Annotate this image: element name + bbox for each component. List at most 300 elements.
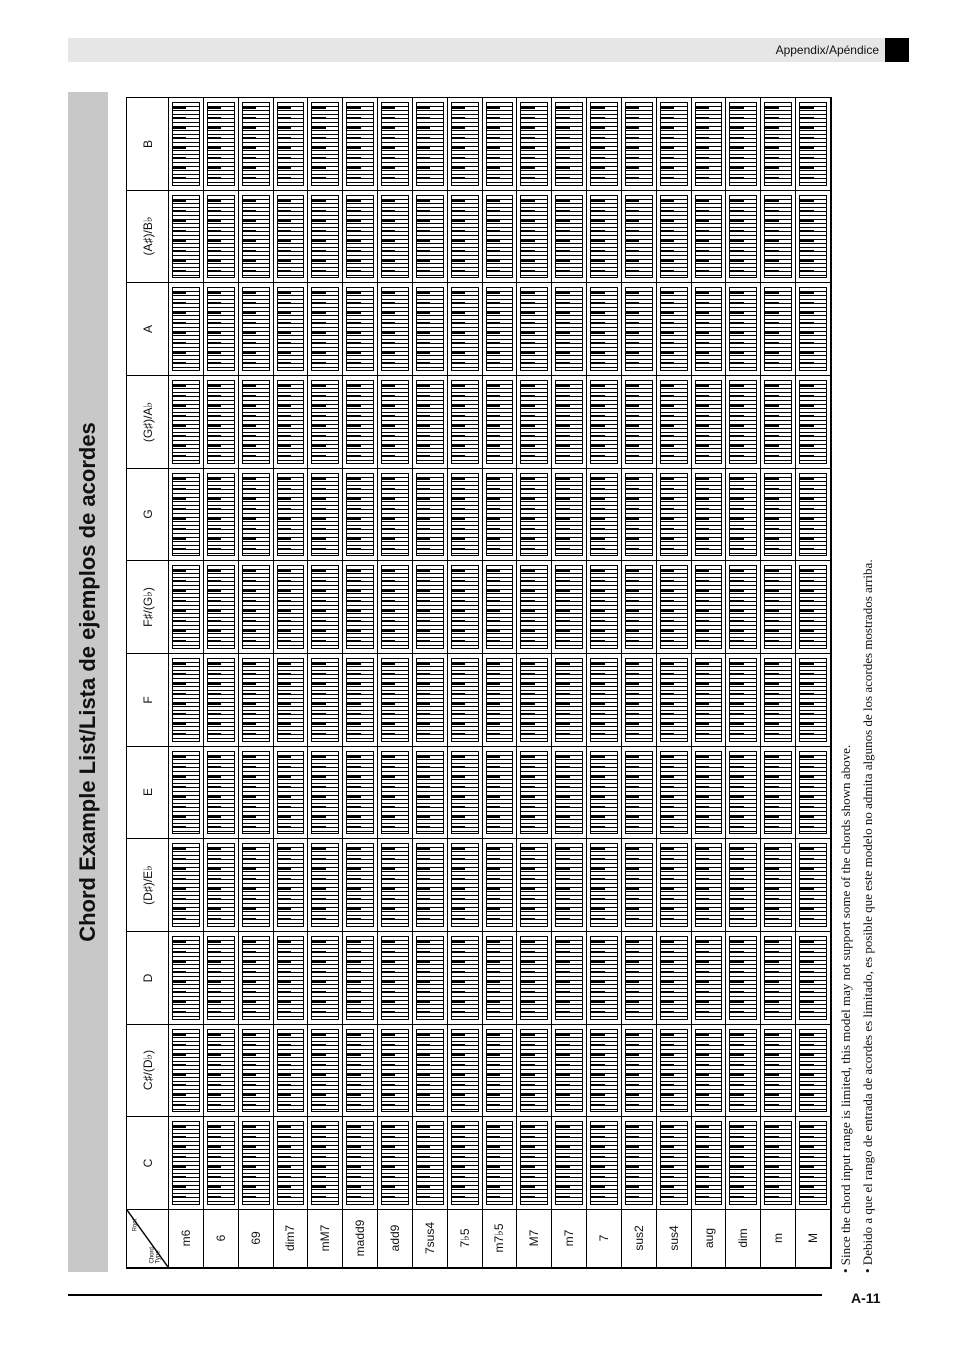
chord-type-cell [483, 1210, 518, 1268]
keyboard-diagram-icon [311, 287, 339, 371]
keyboard-diagram-icon [172, 287, 200, 371]
keyboard-diagram-icon [555, 565, 583, 649]
chord-diagram-cell [378, 654, 413, 747]
chord-diagram-cell [517, 1025, 552, 1118]
keyboard-diagram-icon [729, 658, 757, 742]
chord-diagram-cell [378, 283, 413, 376]
keyboard-diagram-icon [311, 936, 339, 1020]
keyboard-diagram-icon [277, 565, 305, 649]
chord-diagram-cell [761, 191, 796, 284]
keyboard-diagram-icon [660, 473, 688, 557]
chord-diagram-cell [796, 1117, 831, 1210]
chord-diagram-cell [692, 1025, 727, 1118]
keyboard-diagram-icon [555, 473, 583, 557]
keyboard-diagram-icon [381, 473, 409, 557]
chord-diagram-cell [587, 98, 622, 191]
keyboard-diagram-icon [207, 658, 235, 742]
chord-diagram-cell [343, 747, 378, 840]
chord-diagram-cell [483, 469, 518, 562]
chord-diagram-cell [483, 1117, 518, 1210]
root-label: B [140, 139, 155, 148]
keyboard-diagram-icon [381, 1029, 409, 1113]
chord-diagram-cell [413, 1117, 448, 1210]
chord-diagram-cell [761, 283, 796, 376]
chord-diagram-cell [622, 561, 657, 654]
chord-diagram-cell [622, 191, 657, 284]
keyboard-diagram-icon [799, 565, 827, 649]
chord-type-cell [726, 1210, 761, 1268]
keyboard-diagram-icon [346, 565, 374, 649]
chord-type-label: 69 [248, 1231, 263, 1246]
chord-diagram-cell [204, 561, 239, 654]
keyboard-diagram-icon [381, 380, 409, 464]
chord-diagram-cell [552, 191, 587, 284]
chord-diagram-cell [726, 376, 761, 469]
root-label-cell [127, 747, 169, 840]
keyboard-diagram-icon [520, 843, 548, 927]
chord-diagram-cell [692, 932, 727, 1025]
keyboard-diagram-icon [346, 287, 374, 371]
root-label-cell [127, 376, 169, 469]
chord-type-label: madd9 [353, 1220, 368, 1257]
keyboard-diagram-icon [242, 287, 270, 371]
keyboard-diagram-icon [277, 751, 305, 835]
root-label: (G♯)/A♭ [140, 401, 155, 442]
chord-diagram-cell [308, 654, 343, 747]
chord-diagram-cell [308, 469, 343, 562]
chord-diagram-cell [622, 747, 657, 840]
keyboard-diagram-icon [451, 102, 479, 186]
chord-diagram-cell [587, 1025, 622, 1118]
chord-diagram-cell [692, 469, 727, 562]
table-corner [127, 1210, 169, 1268]
keyboard-diagram-icon [486, 936, 514, 1020]
keyboard-diagram-icon [764, 658, 792, 742]
chord-diagram-cell [448, 561, 483, 654]
keyboard-diagram-icon [346, 473, 374, 557]
keyboard-diagram-icon [416, 1029, 444, 1113]
chord-diagram-cell [448, 1025, 483, 1118]
chord-diagram-cell [448, 376, 483, 469]
keyboard-diagram-icon [590, 287, 618, 371]
chord-diagram-cell [169, 747, 204, 840]
chord-diagram-cell [413, 283, 448, 376]
note-spanish: • Debido a que el rango de entrada de acordes es limitado, es posible que este modelo no admita algunos de los acordes mostrados arriba. [860, 559, 875, 1273]
root-label: (D♯)/E♭ [140, 865, 155, 905]
keyboard-diagram-icon [346, 102, 374, 186]
keyboard-diagram-icon [486, 380, 514, 464]
keyboard-diagram-icon [451, 658, 479, 742]
keyboard-diagram-icon [381, 195, 409, 279]
keyboard-diagram-icon [277, 658, 305, 742]
chord-type-label: m [771, 1233, 786, 1244]
keyboard-diagram-icon [555, 102, 583, 186]
chord-diagram-cell [726, 191, 761, 284]
corner-type-label: Chord Type [149, 1247, 162, 1264]
keyboard-diagram-icon [451, 1029, 479, 1113]
keyboard-diagram-icon [381, 751, 409, 835]
root-label: C [140, 1158, 155, 1168]
keyboard-diagram-icon [590, 843, 618, 927]
chord-diagram-cell [692, 1117, 727, 1210]
chord-diagram-cell [726, 654, 761, 747]
keyboard-diagram-icon [172, 380, 200, 464]
chord-diagram-cell [448, 98, 483, 191]
chord-diagram-cell [169, 283, 204, 376]
keyboard-diagram-icon [695, 287, 723, 371]
keyboard-diagram-icon [277, 380, 305, 464]
chord-diagram-cell [204, 654, 239, 747]
chord-diagram-cell [204, 1117, 239, 1210]
keyboard-diagram-icon [695, 195, 723, 279]
keyboard-diagram-icon [660, 287, 688, 371]
keyboard-diagram-icon [695, 473, 723, 557]
keyboard-diagram-icon [172, 843, 200, 927]
chord-diagram-cell [622, 469, 657, 562]
keyboard-diagram-icon [416, 1121, 444, 1205]
root-label-cell [127, 283, 169, 376]
keyboard-diagram-icon [451, 751, 479, 835]
chord-type-cell [517, 1210, 552, 1268]
keyboard-diagram-icon [520, 936, 548, 1020]
chord-diagram-cell [204, 98, 239, 191]
chord-diagram-cell [274, 654, 309, 747]
chord-diagram-cell [483, 654, 518, 747]
chord-diagram-cell [726, 747, 761, 840]
keyboard-diagram-icon [172, 1121, 200, 1205]
keyboard-diagram-icon [590, 380, 618, 464]
chord-diagram-cell [517, 839, 552, 932]
chord-diagram-cell [274, 283, 309, 376]
chord-diagram-cell [239, 747, 274, 840]
chord-diagram-cell [761, 98, 796, 191]
keyboard-diagram-icon [625, 843, 653, 927]
chord-diagram-cell [308, 191, 343, 284]
chord-diagram-cell [726, 1025, 761, 1118]
keyboard-diagram-icon [277, 843, 305, 927]
keyboard-diagram-icon [625, 195, 653, 279]
root-label-cell [127, 98, 169, 191]
keyboard-diagram-icon [242, 658, 270, 742]
chord-diagram-cell [796, 561, 831, 654]
keyboard-diagram-icon [764, 1121, 792, 1205]
chord-diagram-cell [761, 561, 796, 654]
chord-diagram-cell [761, 376, 796, 469]
chord-diagram-cell [308, 1025, 343, 1118]
chord-type-label: m7 [562, 1230, 577, 1247]
keyboard-diagram-icon [660, 751, 688, 835]
keyboard-diagram-icon [590, 102, 618, 186]
keyboard-diagram-icon [764, 1029, 792, 1113]
chord-diagram-cell [552, 283, 587, 376]
keyboard-diagram-icon [520, 287, 548, 371]
keyboard-diagram-icon [555, 380, 583, 464]
keyboard-diagram-icon [172, 473, 200, 557]
chord-diagram-cell [343, 191, 378, 284]
chord-diagram-cell [343, 654, 378, 747]
keyboard-diagram-icon [486, 287, 514, 371]
chord-diagram-cell [169, 1117, 204, 1210]
chord-diagram-cell [552, 376, 587, 469]
chord-diagram-cell [274, 839, 309, 932]
keyboard-diagram-icon [451, 473, 479, 557]
chord-diagram-cell [448, 1117, 483, 1210]
keyboard-diagram-icon [416, 565, 444, 649]
keyboard-diagram-icon [764, 843, 792, 927]
chord-diagram-cell [726, 283, 761, 376]
chord-diagram-cell [622, 932, 657, 1025]
keyboard-diagram-icon [555, 1121, 583, 1205]
chord-type-cell [692, 1210, 727, 1268]
keyboard-diagram-icon [207, 102, 235, 186]
keyboard-diagram-icon [695, 936, 723, 1020]
chord-diagram-cell [726, 839, 761, 932]
chord-diagram-cell [657, 98, 692, 191]
chord-diagram-cell [796, 469, 831, 562]
root-label: A [140, 325, 155, 334]
keyboard-diagram-icon [486, 751, 514, 835]
chord-diagram-cell [378, 932, 413, 1025]
chord-diagram-cell [274, 1025, 309, 1118]
chord-diagram-cell [343, 932, 378, 1025]
chord-diagram-cell [343, 469, 378, 562]
keyboard-diagram-icon [695, 380, 723, 464]
keyboard-diagram-icon [311, 1029, 339, 1113]
chord-diagram-cell [552, 1117, 587, 1210]
keyboard-diagram-icon [729, 102, 757, 186]
keyboard-diagram-icon [207, 751, 235, 835]
keyboard-diagram-icon [590, 936, 618, 1020]
chord-diagram-cell [657, 932, 692, 1025]
chord-diagram-cell [378, 469, 413, 562]
keyboard-diagram-icon [207, 195, 235, 279]
keyboard-diagram-icon [625, 658, 653, 742]
keyboard-diagram-icon [660, 1121, 688, 1205]
chord-type-cell [622, 1210, 657, 1268]
chord-diagram-cell [657, 747, 692, 840]
chord-type-cell [796, 1210, 831, 1268]
keyboard-diagram-icon [207, 287, 235, 371]
chord-diagram-cell [483, 283, 518, 376]
keyboard-diagram-icon [381, 843, 409, 927]
keyboard-diagram-icon [520, 195, 548, 279]
keyboard-diagram-icon [381, 1121, 409, 1205]
keyboard-diagram-icon [555, 658, 583, 742]
keyboard-diagram-icon [695, 843, 723, 927]
keyboard-diagram-icon [799, 936, 827, 1020]
keyboard-diagram-icon [486, 565, 514, 649]
chord-diagram-cell [796, 932, 831, 1025]
keyboard-diagram-icon [625, 473, 653, 557]
keyboard-diagram-icon [799, 473, 827, 557]
chord-diagram-cell [587, 654, 622, 747]
keyboard-diagram-icon [207, 1121, 235, 1205]
chord-diagram-cell [657, 561, 692, 654]
section-label: Appendix/Apéndice [775, 43, 879, 57]
chord-diagram-cell [622, 283, 657, 376]
keyboard-diagram-icon [660, 380, 688, 464]
chord-diagram-cell [239, 1025, 274, 1118]
keyboard-diagram-icon [172, 565, 200, 649]
chord-diagram-cell [692, 376, 727, 469]
chord-diagram-cell [239, 191, 274, 284]
keyboard-diagram-icon [242, 751, 270, 835]
keyboard-diagram-icon [660, 936, 688, 1020]
chord-diagram-cell [796, 747, 831, 840]
chord-type-label: dim [736, 1228, 751, 1249]
keyboard-diagram-icon [555, 936, 583, 1020]
chord-diagram-cell [657, 469, 692, 562]
keyboard-diagram-icon [451, 287, 479, 371]
keyboard-diagram-icon [520, 473, 548, 557]
keyboard-diagram-icon [311, 102, 339, 186]
keyboard-diagram-icon [625, 102, 653, 186]
chord-diagram-cell [552, 839, 587, 932]
chord-diagram-cell [204, 932, 239, 1025]
keyboard-diagram-icon [729, 751, 757, 835]
chord-type-label: sus4 [666, 1225, 681, 1252]
keyboard-diagram-icon [590, 1121, 618, 1205]
chord-diagram-cell [657, 1025, 692, 1118]
keyboard-diagram-icon [381, 936, 409, 1020]
keyboard-diagram-icon [172, 936, 200, 1020]
keyboard-diagram-icon [695, 565, 723, 649]
chord-diagram-cell [308, 376, 343, 469]
chord-diagram-cell [274, 561, 309, 654]
chord-diagram-cell [657, 839, 692, 932]
keyboard-diagram-icon [695, 1029, 723, 1113]
keyboard-diagram-icon [486, 843, 514, 927]
chord-diagram-cell [726, 561, 761, 654]
chord-diagram-cell [622, 1117, 657, 1210]
chord-diagram-cell [448, 283, 483, 376]
keyboard-diagram-icon [207, 380, 235, 464]
chord-diagram-cell [239, 932, 274, 1025]
chord-diagram-cell [274, 469, 309, 562]
keyboard-diagram-icon [729, 473, 757, 557]
keyboard-diagram-icon [277, 195, 305, 279]
chord-table [126, 97, 832, 1269]
keyboard-diagram-icon [242, 473, 270, 557]
root-label-cell [127, 654, 169, 747]
keyboard-diagram-icon [346, 658, 374, 742]
keyboard-diagram-icon [486, 1029, 514, 1113]
chord-diagram-cell [343, 1117, 378, 1210]
keyboard-diagram-icon [590, 658, 618, 742]
corner-root-label: Root [132, 1218, 139, 1232]
chord-diagram-cell [308, 747, 343, 840]
chord-diagram-cell [587, 1117, 622, 1210]
keyboard-diagram-icon [346, 195, 374, 279]
chord-diagram-cell [517, 469, 552, 562]
keyboard-diagram-icon [799, 380, 827, 464]
chord-diagram-cell [169, 191, 204, 284]
chord-diagram-cell [796, 1025, 831, 1118]
chord-diagram-cell [413, 98, 448, 191]
chord-diagram-cell [726, 469, 761, 562]
keyboard-diagram-icon [277, 1121, 305, 1205]
keyboard-diagram-icon [311, 1121, 339, 1205]
keyboard-diagram-icon [729, 195, 757, 279]
chord-diagram-cell [343, 283, 378, 376]
keyboard-diagram-icon [242, 1121, 270, 1205]
chord-diagram-cell [274, 376, 309, 469]
chord-type-label: 7 [597, 1235, 612, 1242]
keyboard-diagram-icon [416, 843, 444, 927]
chord-diagram-cell [692, 654, 727, 747]
chord-diagram-cell [483, 839, 518, 932]
keyboard-diagram-icon [346, 1029, 374, 1113]
chord-type-cell [413, 1210, 448, 1268]
chord-diagram-cell [796, 654, 831, 747]
chord-diagram-cell [517, 561, 552, 654]
keyboard-diagram-icon [590, 751, 618, 835]
chord-diagram-cell [796, 191, 831, 284]
chord-diagram-cell [587, 839, 622, 932]
keyboard-diagram-icon [451, 1121, 479, 1205]
keyboard-diagram-icon [799, 102, 827, 186]
chord-diagram-cell [308, 1117, 343, 1210]
keyboard-diagram-icon [311, 195, 339, 279]
chord-diagram-cell [552, 1025, 587, 1118]
chord-diagram-cell [761, 747, 796, 840]
keyboard-diagram-icon [416, 936, 444, 1020]
keyboard-diagram-icon [590, 1029, 618, 1113]
keyboard-diagram-icon [695, 1121, 723, 1205]
keyboard-diagram-icon [625, 1029, 653, 1113]
chord-diagram-cell [587, 283, 622, 376]
chord-diagram-cell [274, 747, 309, 840]
keyboard-diagram-icon [799, 195, 827, 279]
chord-diagram-cell [274, 1117, 309, 1210]
chord-diagram-cell [448, 654, 483, 747]
keyboard-diagram-icon [695, 751, 723, 835]
chord-diagram-cell [274, 98, 309, 191]
notes [836, 289, 882, 1279]
chord-type-label: m6 [178, 1230, 193, 1247]
keyboard-diagram-icon [660, 565, 688, 649]
keyboard-diagram-icon [311, 658, 339, 742]
keyboard-diagram-icon [660, 658, 688, 742]
chord-diagram-cell [517, 191, 552, 284]
keyboard-diagram-icon [660, 102, 688, 186]
keyboard-diagram-icon [729, 936, 757, 1020]
keyboard-diagram-icon [764, 751, 792, 835]
keyboard-diagram-icon [520, 1029, 548, 1113]
chord-diagram-cell [657, 191, 692, 284]
chord-diagram-cell [413, 469, 448, 562]
chord-diagram-cell [796, 376, 831, 469]
root-label: E [140, 788, 155, 797]
keyboard-diagram-icon [486, 658, 514, 742]
keyboard-diagram-icon [207, 565, 235, 649]
chord-diagram-cell [448, 469, 483, 562]
keyboard-diagram-icon [625, 751, 653, 835]
keyboard-diagram-icon [729, 380, 757, 464]
chord-diagram-cell [587, 191, 622, 284]
keyboard-diagram-icon [764, 473, 792, 557]
keyboard-diagram-icon [172, 102, 200, 186]
chord-diagram-cell [552, 469, 587, 562]
keyboard-diagram-icon [799, 843, 827, 927]
chord-diagram-cell [761, 654, 796, 747]
chord-diagram-cell [692, 191, 727, 284]
keyboard-diagram-icon [486, 195, 514, 279]
chord-diagram-cell [622, 654, 657, 747]
header-marker-block [885, 38, 909, 62]
keyboard-diagram-icon [520, 658, 548, 742]
chord-diagram-cell [692, 839, 727, 932]
